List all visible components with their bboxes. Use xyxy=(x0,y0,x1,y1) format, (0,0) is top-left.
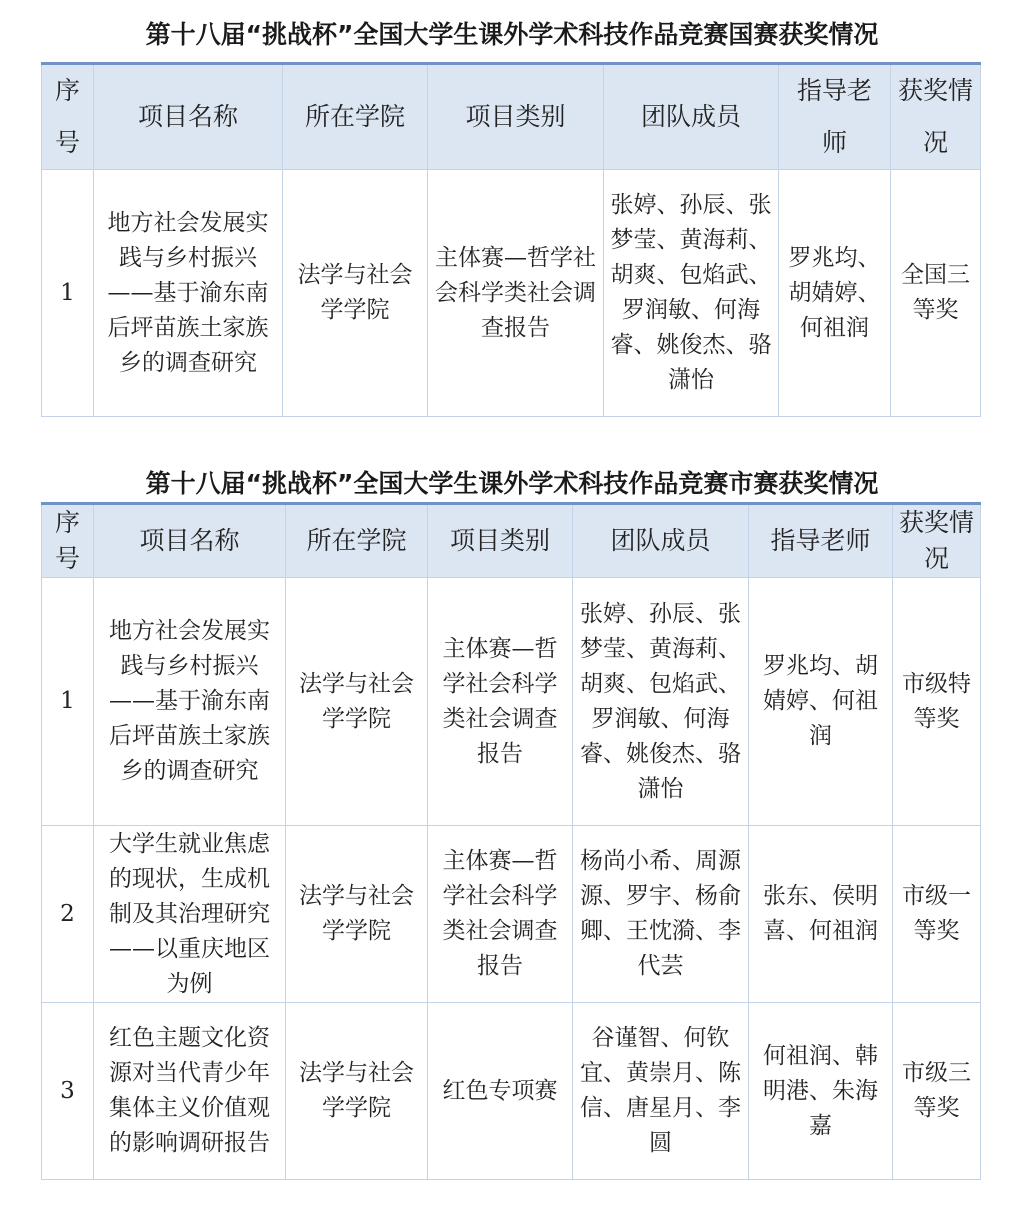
cell-no: 2 xyxy=(42,826,94,1003)
cell-college: 法学与社会学学院 xyxy=(286,826,428,1003)
header-college: 所在学院 xyxy=(283,64,428,170)
table-row xyxy=(42,1003,981,1180)
header-category: 项目类别 xyxy=(428,504,573,578)
cell-advisors: 罗兆均、胡婧婷、何祖润 xyxy=(749,578,893,826)
cell-category: 主体赛—哲学社会科学类社会调查报告 xyxy=(428,170,604,417)
table-row xyxy=(42,826,981,1003)
cell-college: 法学与社会学学院 xyxy=(286,578,428,826)
municipal-awards-title: 第十八届“挑战杯”全国大学生课外学术科技作品竞赛市赛获奖情况 xyxy=(145,469,879,498)
header-project: 项目名称 xyxy=(94,504,286,578)
table-header-row xyxy=(42,64,981,170)
cell-no: 1 xyxy=(42,170,94,417)
cell-category: 红色专项赛 xyxy=(428,1003,573,1180)
cell-project: 大学生就业焦虑的现状，生成机制及其治理研究——以重庆地区为例 xyxy=(94,826,286,1003)
cell-project: 地方社会发展实践与乡村振兴——基于渝东南后坪苗族土家族乡的调查研究 xyxy=(94,170,283,417)
cell-college: 法学与社会学学院 xyxy=(283,170,428,417)
header-project: 项目名称 xyxy=(94,64,283,170)
cell-advisors: 何祖润、韩明港、朱海嘉 xyxy=(749,1003,893,1180)
cell-project: 红色主题文化资源对当代青少年集体主义价值观的影响调研报告 xyxy=(94,1003,286,1180)
header-no: 序号 xyxy=(42,504,94,578)
cell-members: 杨尚小希、周源源、罗宇、杨俞卿、王忱漪、李代芸 xyxy=(573,826,749,1003)
header-college: 所在学院 xyxy=(286,504,428,578)
cell-category: 主体赛—哲学社会科学类社会调查报告 xyxy=(428,578,573,826)
header-advisors: 指导老师 xyxy=(749,504,893,578)
table-row xyxy=(42,578,981,826)
header-members: 团队成员 xyxy=(604,64,779,170)
cell-no: 3 xyxy=(42,1003,94,1180)
header-advisors: 指导老师 xyxy=(779,64,891,170)
table-row xyxy=(42,170,981,417)
cell-award: 市级特等奖 xyxy=(893,578,981,826)
municipal-awards-table xyxy=(41,502,981,1180)
header-no: 序号 xyxy=(42,64,94,170)
table-header-row xyxy=(42,504,981,578)
cell-category: 主体赛—哲学社会科学类社会调查报告 xyxy=(428,826,573,1003)
header-category: 项目类别 xyxy=(428,64,604,170)
cell-award: 市级三等奖 xyxy=(893,1003,981,1180)
cell-members: 张婷、孙辰、张梦莹、黄海莉、胡爽、包焰武、罗润敏、何海睿、姚俊杰、骆潇怡 xyxy=(573,578,749,826)
header-award: 获奖情况 xyxy=(893,504,981,578)
cell-college: 法学与社会学学院 xyxy=(286,1003,428,1180)
header-members: 团队成员 xyxy=(573,504,749,578)
national-awards-table xyxy=(41,62,981,417)
cell-members: 谷谨智、何钦宜、黄崇月、陈信、唐星月、李圆 xyxy=(573,1003,749,1180)
header-award: 获奖情况 xyxy=(891,64,981,170)
national-awards-title: 第十八届“挑战杯”全国大学生课外学术科技作品竞赛国赛获奖情况 xyxy=(145,20,879,49)
cell-advisors: 罗兆均、胡婧婷、何祖润 xyxy=(779,170,891,417)
cell-award: 市级一等奖 xyxy=(893,826,981,1003)
cell-project: 地方社会发展实践与乡村振兴——基于渝东南后坪苗族土家族乡的调查研究 xyxy=(94,578,286,826)
cell-advisors: 张东、侯明喜、何祖润 xyxy=(749,826,893,1003)
cell-members: 张婷、孙辰、张梦莹、黄海莉、胡爽、包焰武、罗润敏、何海睿、姚俊杰、骆潇怡 xyxy=(604,170,779,417)
cell-award: 全国三等奖 xyxy=(891,170,981,417)
cell-no: 1 xyxy=(42,578,94,826)
